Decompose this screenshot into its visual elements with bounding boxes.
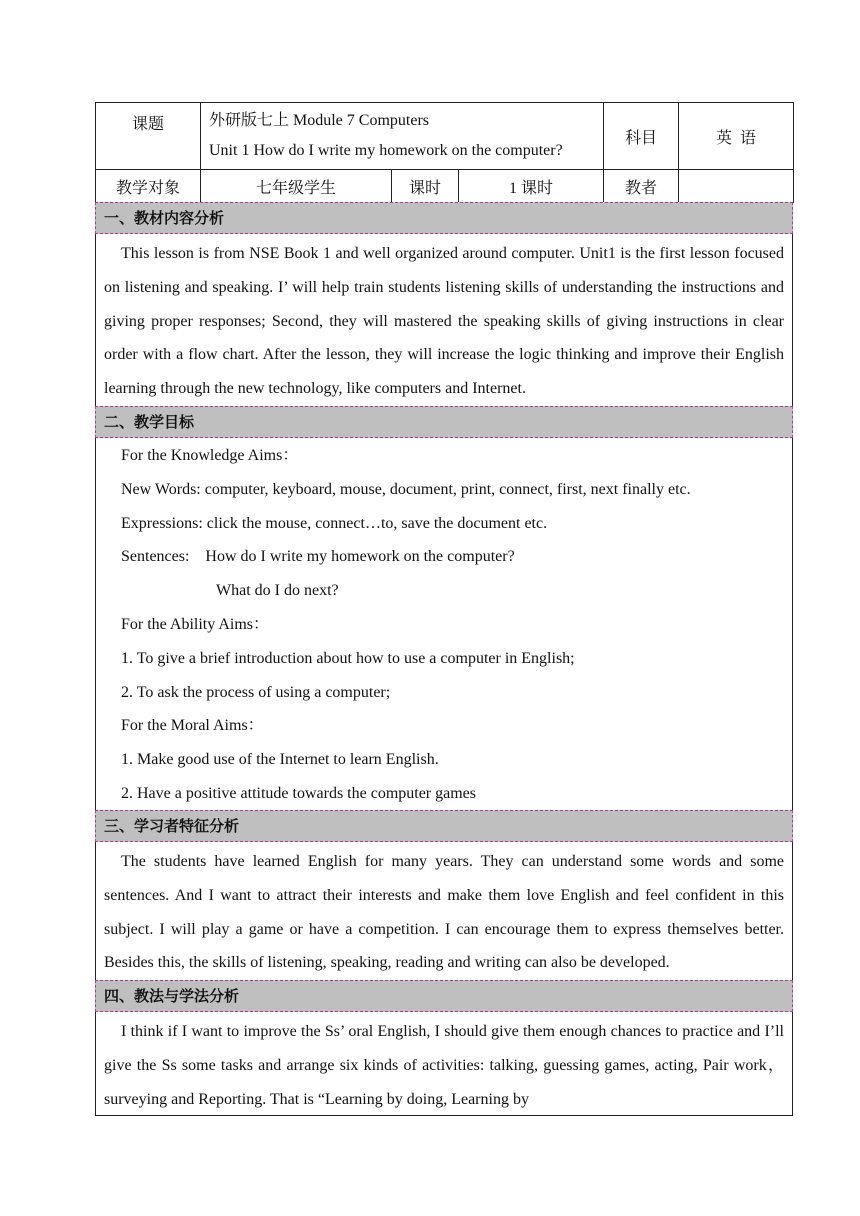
content-analysis-paragraph: This lesson is from NSE Book 1 and well organized around computer. Unit1 is the first lesson focused on listening and speaking. I’ will help train students listening skills of understanding the instructions and giving proper responses; Second, they will mastered the speaking skills of giving instructions in clear order with a flow chart. After the lesson, they will increase the logic thinking and improve their English learning through the new technology, like computers and Internet.: [104, 245, 784, 398]
period-label: 课时: [392, 170, 459, 203]
learner-analysis-paragraph: The students have learned English for many years. They can understand some words and some sentences. And I want to attract their interests and make them love English and feel confident in this subject. I will play a game or have a competition. I can encourage them to express themselves better. Besides this, the skills of listening, speaking, reading and writing can also be developed.: [104, 853, 784, 972]
objective-line: New Words: computer, keyboard, mouse, document, print, connect, first, next finally etc.: [121, 480, 691, 498]
section-body-content-analysis: [95, 234, 793, 407]
section-heading-teaching-objectives: 二、教学目标: [95, 406, 793, 438]
section-body-learner-analysis: [95, 842, 793, 981]
section-heading-methods-analysis: 四、教法与学法分析: [95, 980, 793, 1012]
objective-line: Sentences: How do I write my homework on the computer?: [121, 548, 515, 566]
section-body-methods-analysis: [95, 1012, 793, 1116]
section-heading-content-analysis: 一、教材内容分析: [95, 202, 793, 234]
topic-label: 课题: [96, 103, 201, 170]
objective-line: 1. Make good use of the Internet to learn English.: [121, 751, 439, 769]
methods-analysis-paragraph: I think if I want to improve the Ss’ oral English, I should give them enough chances to practice and I’ll give the Ss some tasks and arrange six kinds of activities: talking, guessing games, acting, Pair work， surveying and Reporting. That is “Learning by doing, Learning by: [104, 1023, 784, 1108]
topic-value: [201, 103, 604, 170]
lesson-plan-document: [95, 102, 793, 1116]
period-value: 1 课时: [459, 170, 604, 203]
objective-line: 2. To ask the process of using a computer;: [121, 683, 391, 701]
subject-label: 科目: [604, 103, 679, 170]
objective-line: Expressions: click the mouse, connect…to, save the document etc.: [121, 514, 548, 532]
objective-line: 2. Have a positive attitude towards the computer games: [121, 784, 477, 802]
subject-value: 英 语: [679, 103, 794, 170]
objective-line: What do I do next?: [216, 582, 339, 600]
section-body-teaching-objectives: [95, 438, 793, 811]
teacher-label: 教者: [604, 170, 679, 203]
topic-line-1: 外研版七上 Module 7 Computers: [209, 112, 429, 129]
objective-line: For the Ability Aims：: [121, 615, 270, 633]
teacher-value: [679, 170, 794, 203]
audience-value: 七年级学生: [201, 170, 392, 203]
objective-line: For the Knowledge Aims：: [121, 447, 299, 464]
topic-line-2: Unit 1 How do I write my homework on the computer?: [209, 142, 563, 159]
lesson-info-table: [95, 102, 794, 203]
audience-label: 教学对象: [96, 170, 201, 203]
objective-line: 1. To give a brief introduction about how to use a computer in English;: [121, 649, 575, 667]
section-heading-learner-analysis: 三、学习者特征分析: [95, 810, 793, 842]
objective-line: For the Moral Aims：: [121, 717, 264, 735]
